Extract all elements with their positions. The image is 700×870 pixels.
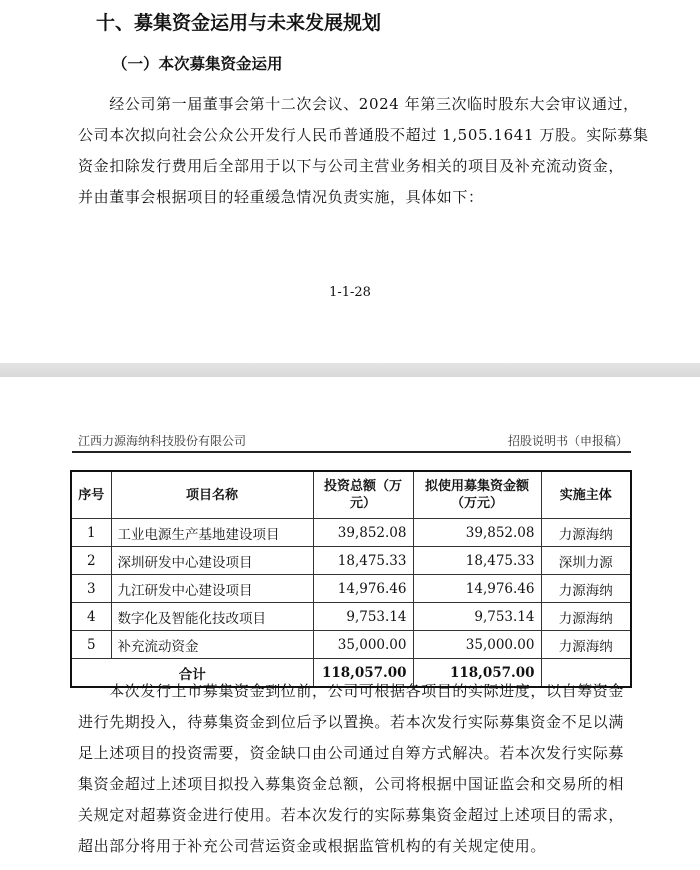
table-header-row xyxy=(71,471,631,519)
total-label: 合计 xyxy=(71,659,313,688)
table-row xyxy=(71,631,631,659)
paragraph-line: 进行先期投入，待募集资金到位后予以置换。若本次发行实际募集资金不足以满 xyxy=(78,713,625,731)
header-rule xyxy=(72,451,631,453)
paragraph-line: 资金扣除发行费用后全部用于以下与公司主营业务相关的项目及补充流动资金， xyxy=(78,157,625,175)
col-header: 序号 xyxy=(71,471,111,519)
cell-invest: 14,976.46 xyxy=(313,575,413,603)
paragraph-line: 集资金超过上述项目拟投入募集资金总额，公司将根据中国证监会和交易所的相 xyxy=(78,775,625,793)
cell-raised: 14,976.46 xyxy=(413,575,541,603)
paragraph-line: 公司本次拟向社会公众公开发行人民币普通股不超过 1,505.1641 万股。实际募集 xyxy=(78,126,649,144)
table-row xyxy=(71,575,631,603)
fund-use-table xyxy=(70,470,632,688)
col-header: 实施主体 xyxy=(541,471,631,519)
cell-index: 2 xyxy=(71,547,111,575)
cell-index: 5 xyxy=(71,631,111,659)
header-company: 江西力源海纳科技股份有限公司 xyxy=(78,434,247,448)
cell-raised: 39,852.08 xyxy=(413,519,541,547)
col-header: 项目名称 xyxy=(111,471,313,519)
cell-project: 工业电源生产基地建设项目 xyxy=(111,519,313,547)
header-document: 招股说明书（申报稿） xyxy=(507,434,628,448)
col-header: 拟使用募集资金额（万元） xyxy=(413,471,541,519)
paragraph-line: 经公司第一届董事会第十二次会议、2024 年第三次临时股东大会审议通过， xyxy=(78,95,639,113)
cell-project: 数字化及智能化技改项目 xyxy=(111,603,313,631)
section-title: 十、募集资金运用与未来发展规划 xyxy=(96,12,382,34)
cell-raised: 18,475.33 xyxy=(413,547,541,575)
cell-project: 深圳研发中心建设项目 xyxy=(111,547,313,575)
cell-entity: 力源海纳 xyxy=(541,603,631,631)
total-invest: 118,057.00 xyxy=(313,659,413,688)
total-raised: 118,057.00 xyxy=(413,659,541,688)
col-header: 投资总额（万元） xyxy=(313,471,413,519)
paragraph-line: 并由董事会根据项目的轻重缓急情况负责实施，具体如下： xyxy=(78,188,484,206)
paragraph-line: 超出部分将用于补充公司营运资金或根据监管机构的有关规定使用。 xyxy=(78,837,547,855)
cell-entity: 力源海纳 xyxy=(541,575,631,603)
paragraph-line: 关规定对超募资金进行使用。若本次发行的实际募集资金超过上述项目的需求， xyxy=(78,806,625,824)
cell-entity: 力源海纳 xyxy=(541,631,631,659)
cell-invest: 18,475.33 xyxy=(313,547,413,575)
paragraph-line: 本次发行上市募集资金到位前，公司可根据各项目的实际进度，以自筹资金 xyxy=(78,682,625,700)
cell-raised: 9,753.14 xyxy=(413,603,541,631)
subsection-title: （一）本次募集资金运用 xyxy=(112,55,283,73)
table-row xyxy=(71,603,631,631)
cell-index: 3 xyxy=(71,575,111,603)
page-number: 1-1-28 xyxy=(329,285,371,300)
cell-invest: 35,000.00 xyxy=(313,631,413,659)
cell-index: 4 xyxy=(71,603,111,631)
cell-invest: 39,852.08 xyxy=(313,519,413,547)
paragraph-line: 足上述项目的投资需要，资金缺口由公司通过自筹方式解决。若本次发行实际募 xyxy=(78,744,625,762)
table-row xyxy=(71,547,631,575)
cell-project: 补充流动资金 xyxy=(111,631,313,659)
cell-entity: 深圳力源 xyxy=(541,547,631,575)
cell-invest: 9,753.14 xyxy=(313,603,413,631)
page-separator xyxy=(0,363,700,377)
table-row xyxy=(71,519,631,547)
cell-index: 1 xyxy=(71,519,111,547)
cell-raised: 35,000.00 xyxy=(413,631,541,659)
cell-entity: 力源海纳 xyxy=(541,519,631,547)
cell-project: 九江研发中心建设项目 xyxy=(111,575,313,603)
